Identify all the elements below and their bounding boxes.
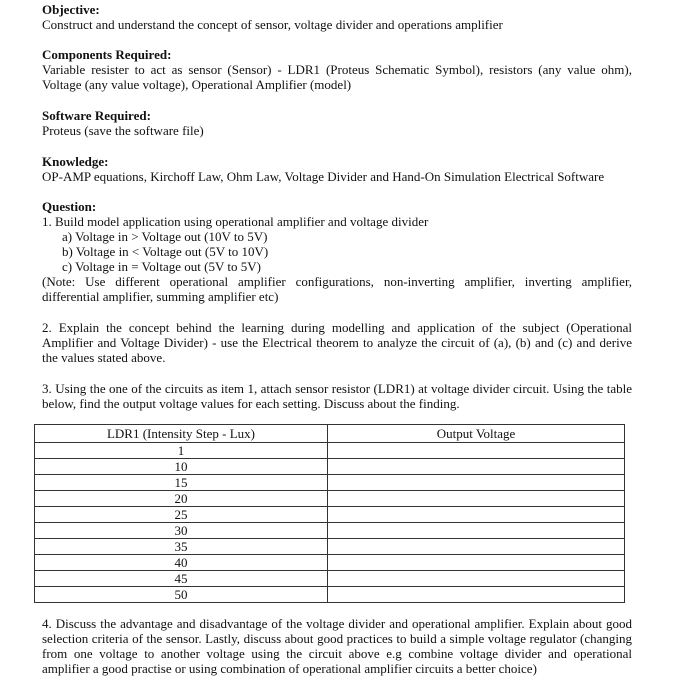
table-row [35,523,625,539]
question-4-block [42,616,632,676]
components-heading: Components Required: [42,47,172,62]
objective-section [42,2,632,32]
output-voltage-cell[interactable] [328,507,625,523]
ldr-value-cell: 25 [35,507,328,523]
ldr-value-cell: 40 [35,555,328,571]
table-row [35,475,625,491]
table-row [35,459,625,475]
ldr-value-cell: 45 [35,571,328,587]
table-row [35,491,625,507]
knowledge-heading: Knowledge: [42,154,109,169]
output-voltage-cell[interactable] [328,459,625,475]
table-row [35,443,625,459]
question-heading: Question: [42,199,97,214]
components-text: Variable resister to act as sensor (Sensor) - LDR1 (Proteus Schematic Symbol), resistors (any value ohm), Voltage (any value voltage), Operational Amplifier (model) [42,62,632,92]
question-4: 4. Discuss the advantage and disadvantage of the voltage divider and operational amplifier. Explain about good selection criteria of the sensor. Lastly, discuss about good practices to build a simple voltage regulator (changing from one voltage to another voltage using the circuit above e.g combine voltage divider and operational amplifier a good practise or using combination of operational amplifier circuits a better choice) [42,616,632,676]
output-voltage-cell[interactable] [328,571,625,587]
table-row [35,555,625,571]
question-2-block [42,320,632,365]
question-1-item-b: b) Voltage in < Voltage out (5V to 10V) [62,244,269,259]
table-row [35,571,625,587]
ldr-value-cell: 30 [35,523,328,539]
software-text: Proteus (save the software file) [42,123,204,138]
output-voltage-cell[interactable] [328,491,625,507]
ldr-output-table [34,424,625,603]
ldr-value-cell: 10 [35,459,328,475]
col-header-output: Output Voltage [328,425,625,443]
ldr-value-cell: 1 [35,443,328,459]
objective-text: Construct and understand the concept of sensor, voltage divider and operations amplifier [42,17,503,32]
output-voltage-cell[interactable] [328,443,625,459]
question-1-note: (Note: Use different operational amplifier configurations, non-inverting amplifier, inverting amplifier, differential amplifier, summing amplifier etc) [42,274,632,304]
table-row [35,587,625,603]
output-voltage-cell[interactable] [328,523,625,539]
knowledge-text: OP-AMP equations, Kirchoff Law, Ohm Law, Voltage Divider and Hand-On Simulation Electrical Software [42,169,605,184]
question-2: 2. Explain the concept behind the learning during modelling and application of the subject (Operational Amplifier and Voltage Divider) - use the Electrical theorem to analyze the circuit of (a), (b) and (c) and derive the values stated above. [42,320,632,365]
question-3-block [42,381,632,411]
ldr-value-cell: 15 [35,475,328,491]
ldr-value-cell: 50 [35,587,328,603]
output-voltage-cell[interactable] [328,555,625,571]
software-section [42,108,632,138]
table-row [35,507,625,523]
ldr-value-cell: 20 [35,491,328,507]
question-1-item-c: c) Voltage in = Voltage out (5V to 5V) [62,259,261,274]
output-voltage-cell[interactable] [328,539,625,555]
output-voltage-cell[interactable] [328,587,625,603]
table-header-row [35,425,625,443]
col-header-ldr: LDR1 (Intensity Step - Lux) [35,425,328,443]
table-row [35,539,625,555]
output-voltage-cell[interactable] [328,475,625,491]
software-heading: Software Required: [42,108,151,123]
components-section [42,47,632,92]
question-section [42,199,632,304]
question-3: 3. Using the one of the circuits as item 1, attach sensor resistor (LDR1) at voltage divider circuit. Using the table below, find the output voltage values for each setting. Discuss about the finding. [42,381,632,411]
objective-heading: Objective: [42,2,100,17]
knowledge-section [42,154,632,184]
question-1-item-a: a) Voltage in > Voltage out (10V to 5V) [62,229,268,244]
question-1: 1. Build model application using operational amplifier and voltage divider [42,214,429,229]
ldr-value-cell: 35 [35,539,328,555]
